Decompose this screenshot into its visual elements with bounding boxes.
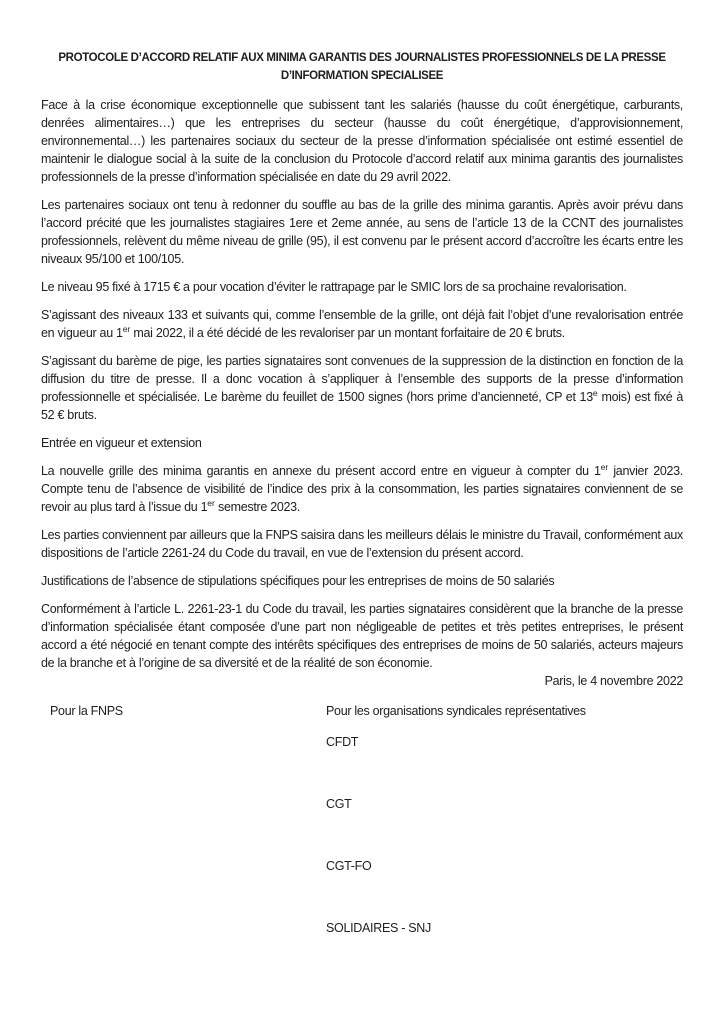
signature-fnps-label: Pour la FNPS: [50, 704, 123, 718]
title-line-1: PROTOCOLE D’ACCORD RELATIF AUX MINIMA GARANTIS DES JOURNALISTES PROFESSIONNELS DE LA PRESSE: [58, 52, 666, 64]
paragraph-text: mois) est fixé à 52 € bruts.: [41, 390, 683, 422]
paragraph-text: semestre 2023.: [214, 500, 300, 514]
document-title: [41, 49, 683, 85]
signature-org-solidaires-snj: SOLIDAIRES - SNJ: [326, 921, 431, 935]
paragraph-text: S’agissant du barème de pige, les parties signataires sont convenues de la suppression de la distinction en fonction de la diffusion du titre de presse. Il a donc vocation à s’appliquer à l’ensemble des supports de la presse d’information professionnelle et spécialisée. Le barème du feuillet de 1500 signes (hors prime d’ancienneté, CP et 13: [41, 354, 683, 404]
paragraph-extension-fnps: Les parties conviennent par ailleurs que la FNPS saisira dans les meilleurs délais le ministre du Travail, conformément aux dispositions de l’article 2261-24 du Code du travail, en vue de l’extension du présent accord.: [41, 528, 683, 560]
paragraph-text: S’agissant des niveaux 133 et suivants qui, comme l’ensemble de la grille, ont déjà fait l’objet d’une revalorisation entrée en vigueur au 1: [41, 308, 683, 340]
heading-justifications: Justifications de l’absence de stipulations spécifiques pour les entreprises de moins de 50 salariés: [41, 574, 555, 588]
superscript-ordinal: er: [122, 323, 131, 334]
dateline: Paris, le 4 novembre 2022: [544, 674, 683, 688]
signature-unions-column: [326, 702, 587, 981]
signature-org-cgt-fo: CGT-FO: [326, 859, 372, 873]
signature-block: [41, 702, 683, 981]
paragraph-crise-economique: Face à la crise économique exceptionnelle que subissent tant les salariés (hausse du coût énergétique, carburants, denrées alimentaires…) que les entreprises du secteur (hausse du coût énergétique, d’approvisionnement, environnemental…) les partenaires sociaux du secteur de la presse d’information spécialisée ont estimé essentiel de maintenir le dialogue social à la suite de la conclusion du Protocole d’accord relatif aux minima garantis des journalistes professionnels de la presse d’information spécialisée en date du 29 avril 2022.: [41, 98, 683, 184]
signature-org-cfdt: CFDT: [326, 735, 359, 749]
paragraph-niveaux-133: [41, 306, 683, 342]
paragraph-moins-50-salaries: Conformément à l’article L. 2261-23-1 du Code du travail, les parties signataires considèrent que la branche de la presse d’information spécialisée étant composée d’une part non négligeable de petites et très petites entreprises, le présent accord a été négocié en tenant compte des intérêts spécifiques des entreprises de moins de 50 salariés, acteurs majeurs de la branche et à l’origine de sa diversité et de la réalité de son économie.: [41, 602, 683, 670]
superscript-ordinal: er: [600, 461, 609, 472]
signature-unions-header: Pour les organisations syndicales représentatives: [326, 704, 586, 718]
paragraph-text: La nouvelle grille des minima garantis en annexe du présent accord entre en vigueur à compter du 1: [41, 464, 601, 478]
superscript-ordinal: er: [207, 497, 215, 508]
paragraph-nouvelle-grille: [41, 462, 683, 516]
paragraph-text: mai 2022, il a été décidé de les revaloriser par un montant forfaitaire de 20 € bruts.: [130, 326, 565, 340]
superscript-ordinal: e: [592, 387, 598, 398]
heading-entree-en-vigueur: Entrée en vigueur et extension: [41, 436, 202, 450]
paragraph-bareme-pige: [41, 352, 683, 424]
paragraph-text: janvier 2023. Compte tenu de l’absence de visibilité de l’indice des prix à la consommation, les parties signataires conviennent de se revoir au plus tard à l’issue du 1: [41, 464, 683, 514]
paragraph-niveau-95: Le niveau 95 fixé à 1715 € a pour vocation d’éviter le rattrapage par le SMIC lors de sa prochaine revalorisation.: [41, 280, 627, 294]
signature-org-cgt: CGT: [326, 797, 352, 811]
title-line-2: D’INFORMATION SPECIALISEE: [280, 70, 444, 82]
paragraph-partenaires-sociaux: Les partenaires sociaux ont tenu à redonner du souffle au bas de la grille des minima garantis. Après avoir prévu dans l’accord précité que les journalistes stagiaires 1ere et 2eme année, au sens de l’article 13 de la CCNT des journalistes professionnels, relèvent du même niveau de grille (95), il est convenu par le présent accord d’accroître les écarts entre les niveaux 95/100 et 100/105.: [41, 198, 683, 266]
